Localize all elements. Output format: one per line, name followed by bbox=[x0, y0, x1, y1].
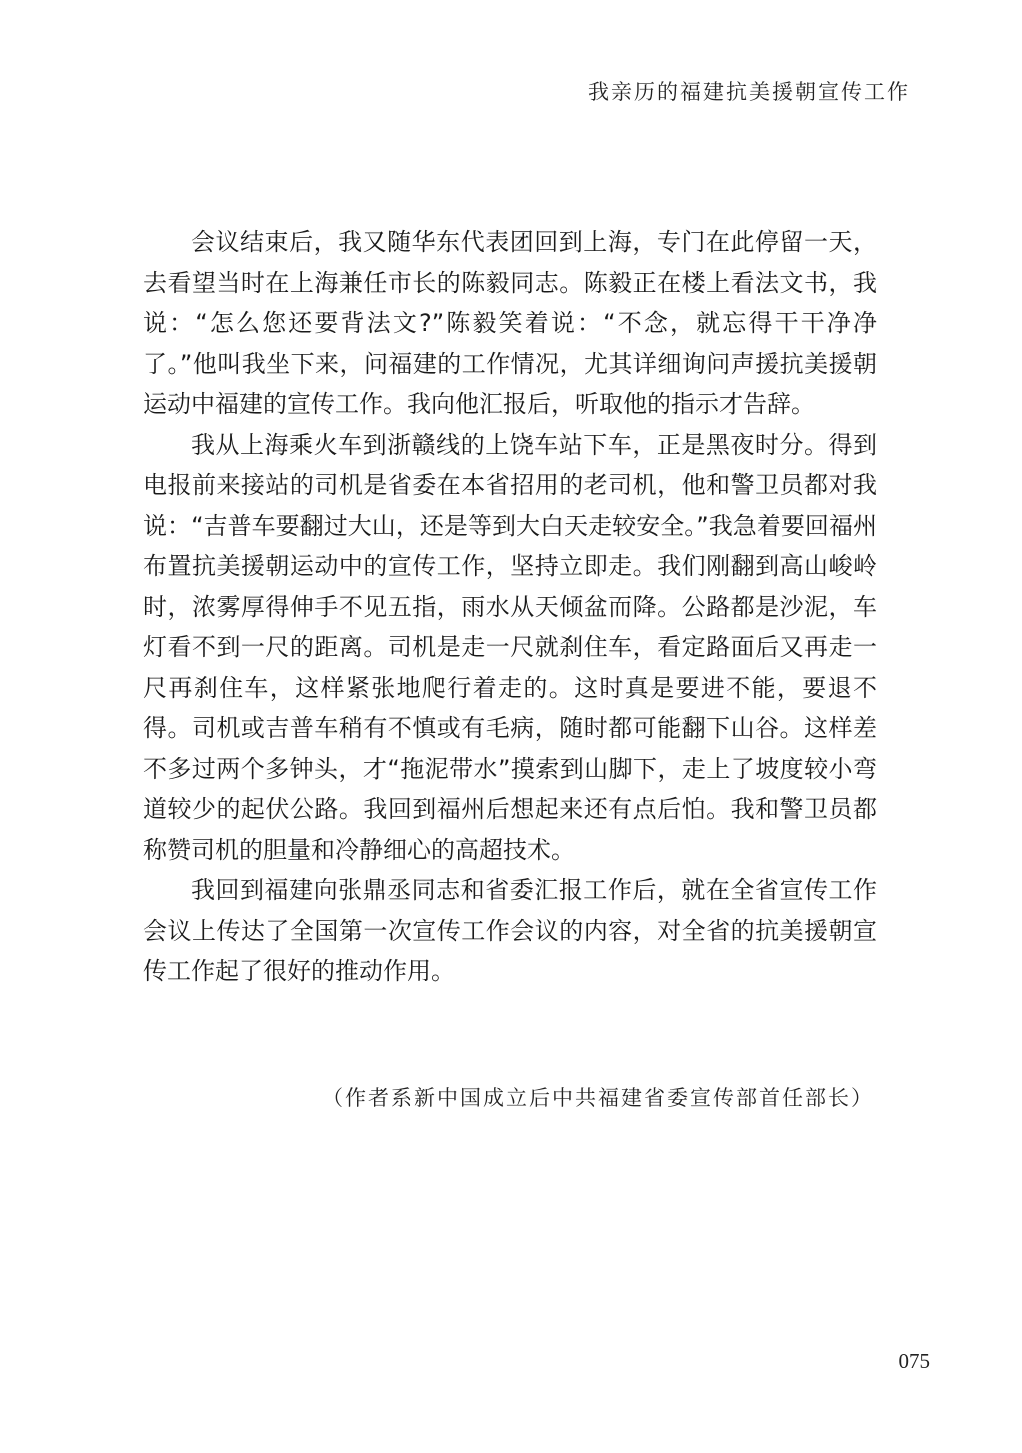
paragraph-2: 我从上海乘火车到浙赣线的上饶车站下车，正是黑夜时分。得到电报前来接站的司机是省委在本省招用的老司机，他和警卫员都对我说：“吉普车要翻过大山，还是等到大白天走较安全。”我急着要回福州布置抗美援朝运动中的宣传工作，坚持立即走。我们刚翻到高山峻岭时，浓雾厚得伸手不见五指，雨水从天倾盆而降。公路都是沙泥，车灯看不到一尺的距离。司机是走一尺就刹住车，看定路面后又再走一尺再刹住车，这样紧张地爬行着走的。这时真是要进不能，要退不得。司机或吉普车稍有不慎或有毛病，随时都可能翻下山谷。这样差不多过两个多钟头，才“拖泥带水”摸索到山脚下，走上了坡度较小弯道较少的起伏公路。我回到福州后想起来还有点后怕。我和警卫员都称赞司机的胆量和冷静细心的高超技术。 bbox=[143, 430, 877, 864]
paragraph-1: 会议结束后，我又随华东代表团回到上海，专门在此停留一天，去看望当时在上海兼任市长的陈毅同志。陈毅正在楼上看法文书，我说：“怎么您还要背法文?”陈毅笑着说：“不念，就忘得干干净净了。”他叫我坐下来，问福建的工作情况，尤其详细询问声援抗美援朝运动中福建的宣传工作。我向他汇报后，听取他的指示才告辞。 bbox=[143, 228, 877, 418]
author-byline: （作者系新中国成立后中共福建省委宣传部首任部长） bbox=[322, 1086, 874, 1110]
running-header-title: 我亲历的福建抗美援朝宣传工作 bbox=[588, 80, 910, 104]
paragraph-3: 我回到福建向张鼎丞同志和省委汇报工作后，就在全省宣传工作会议上传达了全国第一次宣传工作会议的内容，对全省的抗美援朝宣传工作起了很好的推动作用。 bbox=[143, 876, 877, 985]
article-body bbox=[143, 222, 877, 992]
page-number: 075 bbox=[898, 1349, 930, 1373]
